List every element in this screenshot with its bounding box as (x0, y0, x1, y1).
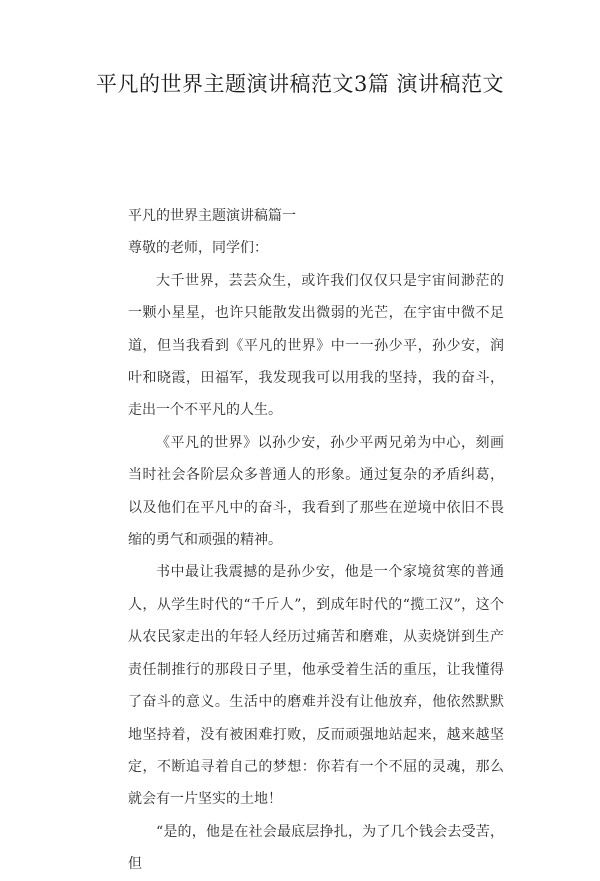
document-heading: 平凡的世界主题演讲稿篇一 (128, 208, 296, 224)
paragraph-1: 大千世界，芸芸众生，或许我们仅仅只是宇宙间渺茫的一颗小星星，也许只能散发出微弱的光芒，在宇宙中微不足道，但当我看到《平凡的世界》中一一孙少平，孙少安，润叶和晓霞，田福军，我发现我可以用我的坚持，我的奋斗，走出一个不平凡的人生。 (128, 272, 504, 419)
paragraph-2: 《平凡的世界》以孙少安，孙少平两兄弟为中心，刻画当时社会各阶层众多普通人的形象。通过复杂的矛盾纠葛，以及他们在平凡中的奋斗，我看到了那些在逆境中依旧不畏缩的勇气和顽强的精神。 (128, 434, 504, 549)
paragraph-4: “是的，他是在社会最底层挣扎，为了几个钱会去受苦，但 (128, 823, 504, 873)
salutation: 尊敬的老师，同学们： (128, 240, 268, 257)
paragraph-3: 书中最让我震撼的是孙少安，他是一个家境贫寒的普通人，从学生时代的“千斤人”，到成年时代的“揽工汉”，这个从农民家走出的年轻人经历过痛苦和磨难，从卖烧饼到生产责任制推行的那段日子里，他承受着生活的重压，让我懂得了奋斗的意义。生活中的磨难并没有让他放弃，他依然默默地坚持着，没有被困难打败，反而顽强地站起来，越来越坚定，不断追寻着自己的梦想：你若有一个不屈的灵魂，那么就会有一片坚实的土地！ (128, 564, 504, 808)
document-body (128, 200, 504, 881)
document-title: 平凡的世界主题演讲稿范文3篇 演讲稿范文 (95, 72, 505, 96)
